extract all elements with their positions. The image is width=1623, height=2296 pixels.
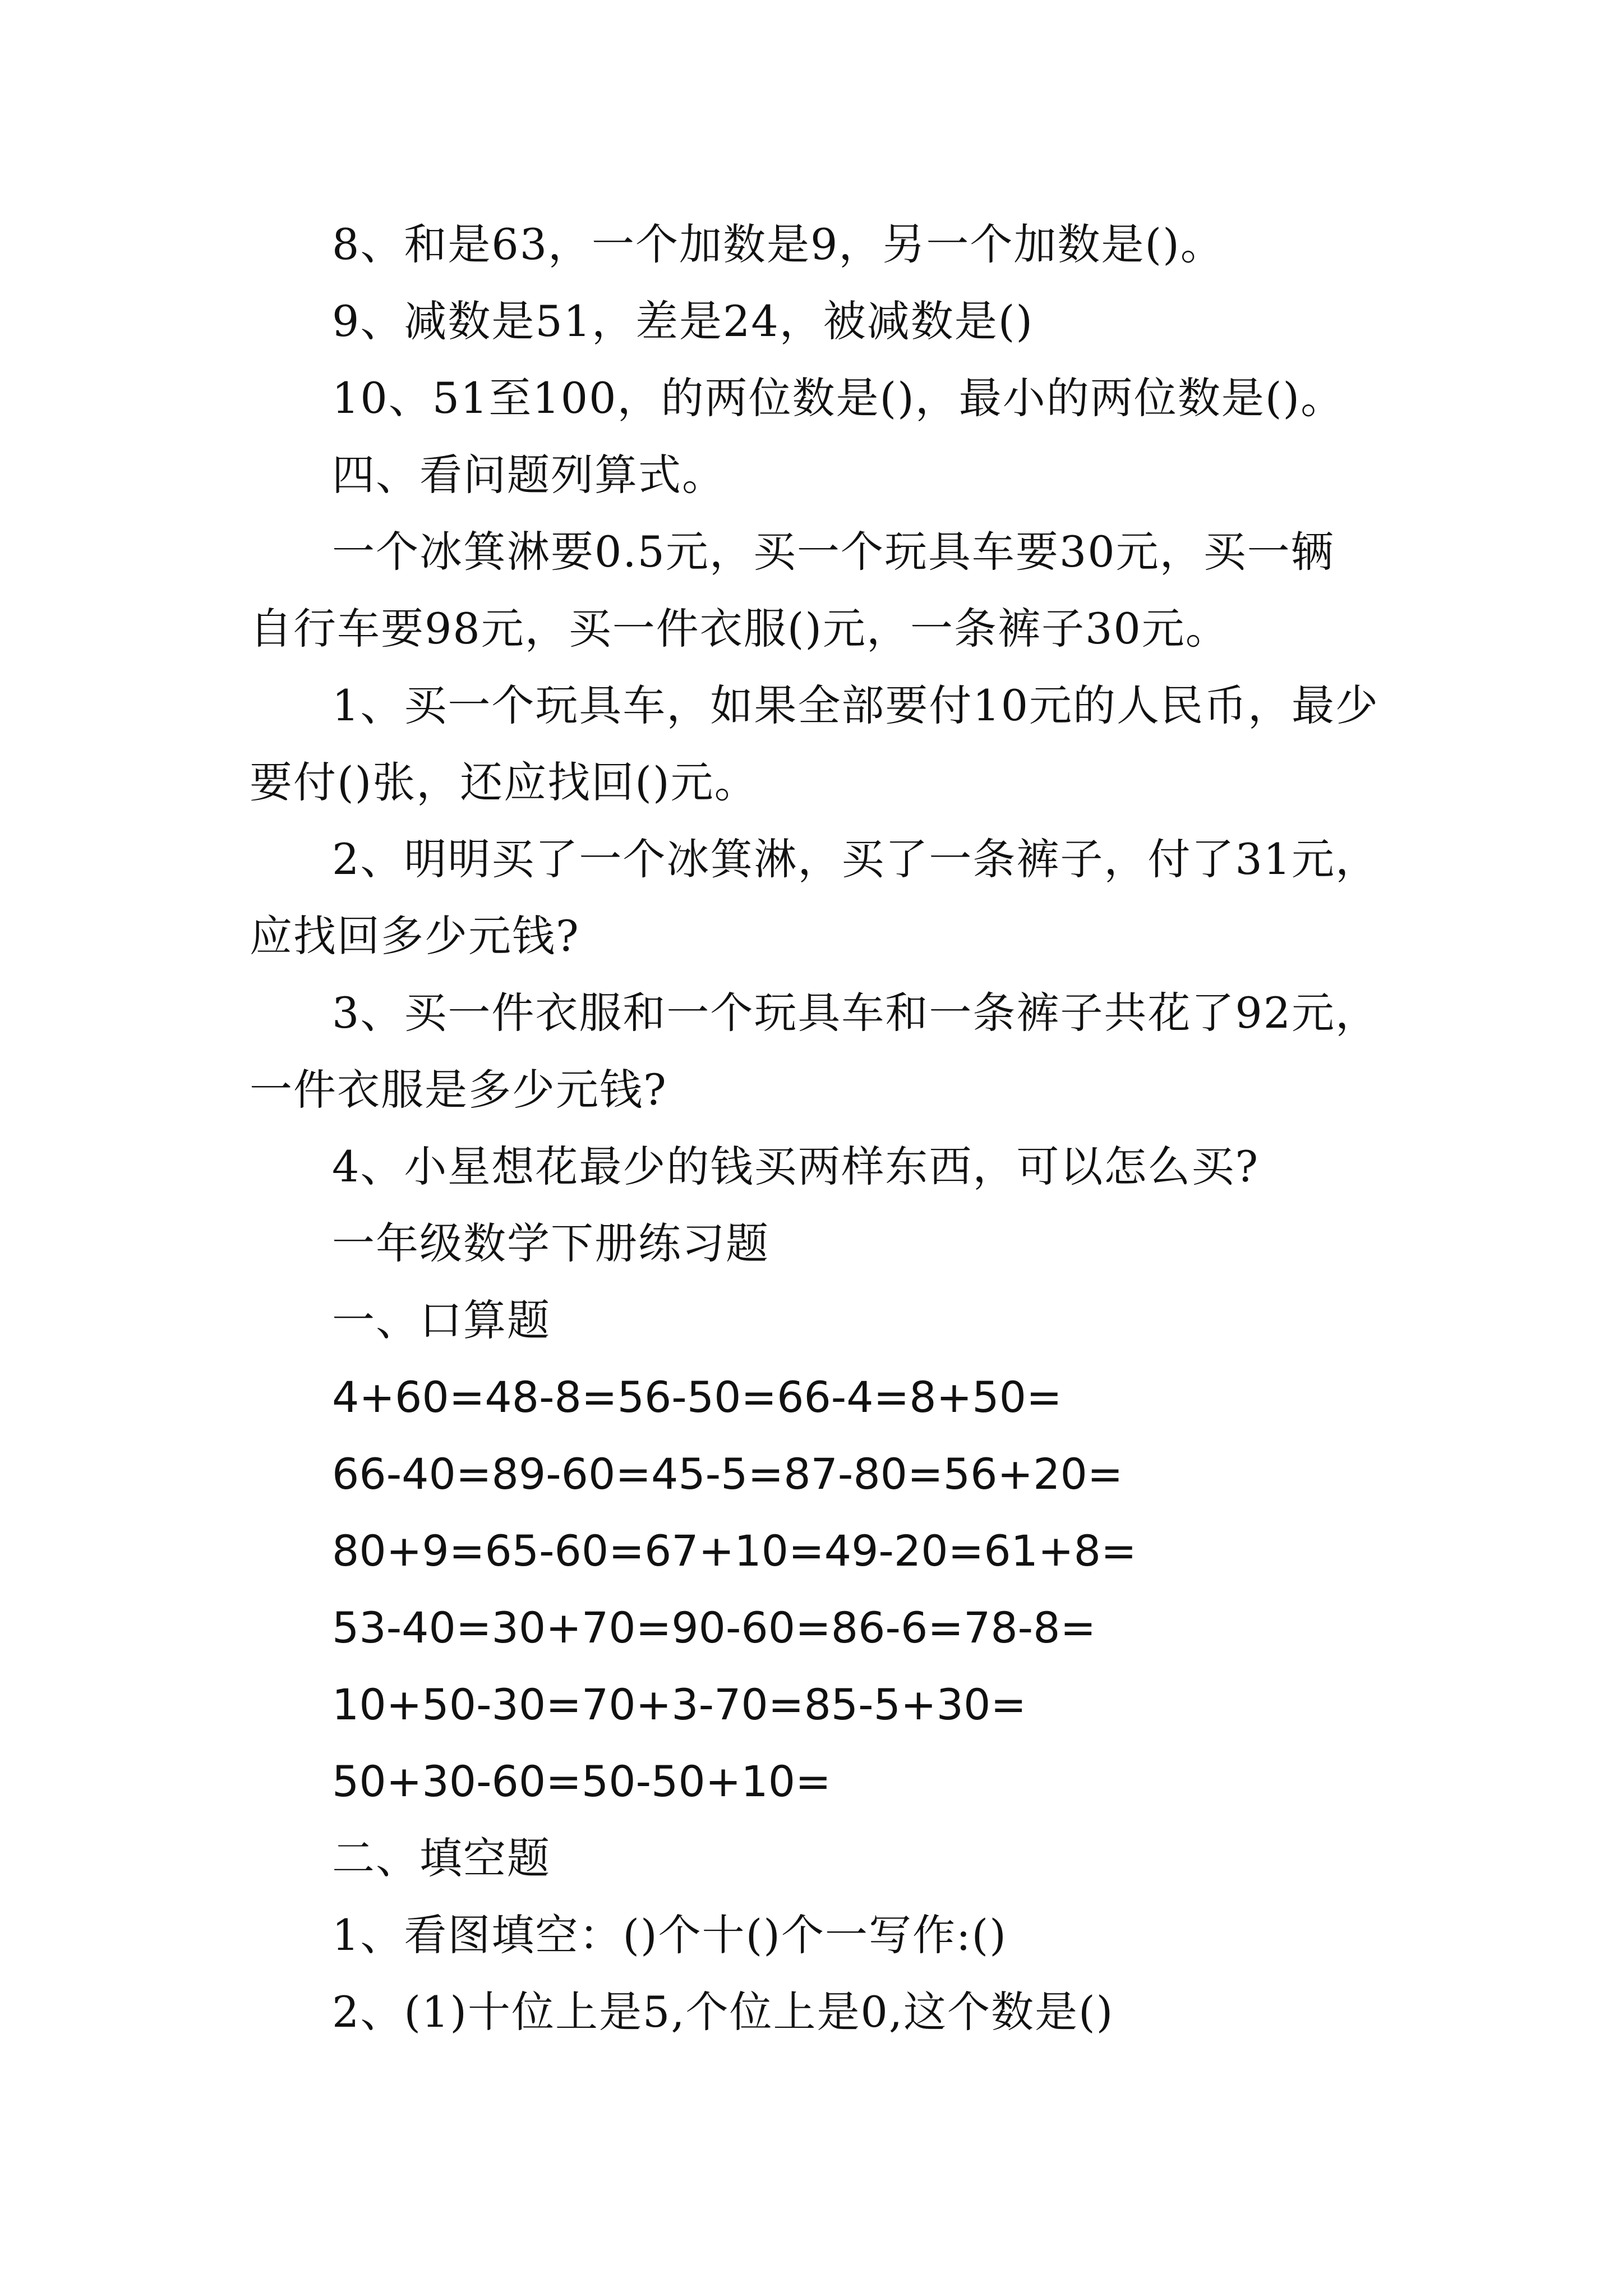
word-problem-intro-line-1: 一个冰箕淋要0.5元，买一个玩具车要30元，买一辆 [332, 527, 1335, 577]
arithmetic-row-3: 80+9=65-60=67+10=49-20=61+8= [332, 1526, 1137, 1576]
arithmetic-row-5: 10+50-30=70+3-70=85-5+30= [332, 1680, 1027, 1729]
arithmetic-row-4: 53-40=30+70=90-60=86-6=78-8= [332, 1603, 1096, 1653]
word-problem-intro-line-2: 自行车要98元，买一件衣服()元，一条裤子30元。 [250, 604, 1229, 654]
word-problem-1-line-1: 1、买一个玩具车，如果全部要付10元的人民币，最少 [332, 680, 1380, 730]
word-problem-3-line-1: 3、买一件衣服和一个玩具车和一条裤子共花了92元， [332, 988, 1380, 1038]
word-problem-3-line-2: 一件衣服是多少元钱? [250, 1065, 667, 1115]
fill-blank-1: 1、看图填空：()个十()个一写作:() [332, 1910, 1007, 1960]
word-problem-4: 4、小星想花最少的钱买两样东西，可以怎么买? [332, 1142, 1260, 1191]
word-problem-1-line-2: 要付()张，还应找回()元。 [250, 757, 758, 807]
arithmetic-row-6: 50+30-60=50-50+10= [332, 1756, 831, 1806]
section-heading-2: 二、填空题 [332, 1833, 551, 1883]
word-problem-2-line-1: 2、明明买了一个冰箕淋，买了一条裤子，付了31元， [332, 834, 1380, 884]
question-10: 10、51至100，的两位数是()，最小的两位数是()。 [332, 373, 1345, 423]
exercise-title: 一年级数学下册练习题 [332, 1218, 769, 1268]
section-heading-4: 四、看问题列算式。 [332, 450, 726, 500]
question-8: 8、和是63，一个加数是9，另一个加数是()。 [332, 219, 1224, 269]
fill-blank-2: 2、(1)十位上是5,个位上是0,这个数是() [332, 1987, 1114, 2037]
arithmetic-row-2: 66-40=89-60=45-5=87-80=56+20= [332, 1449, 1123, 1499]
question-9: 9、减数是51，差是24，被减数是() [332, 296, 1034, 346]
word-problem-2-line-2: 应找回多少元钱? [250, 911, 580, 961]
arithmetic-row-1: 4+60=48-8=56-50=66-4=8+50= [332, 1372, 1062, 1422]
section-heading-1: 一、口算题 [332, 1295, 551, 1345]
